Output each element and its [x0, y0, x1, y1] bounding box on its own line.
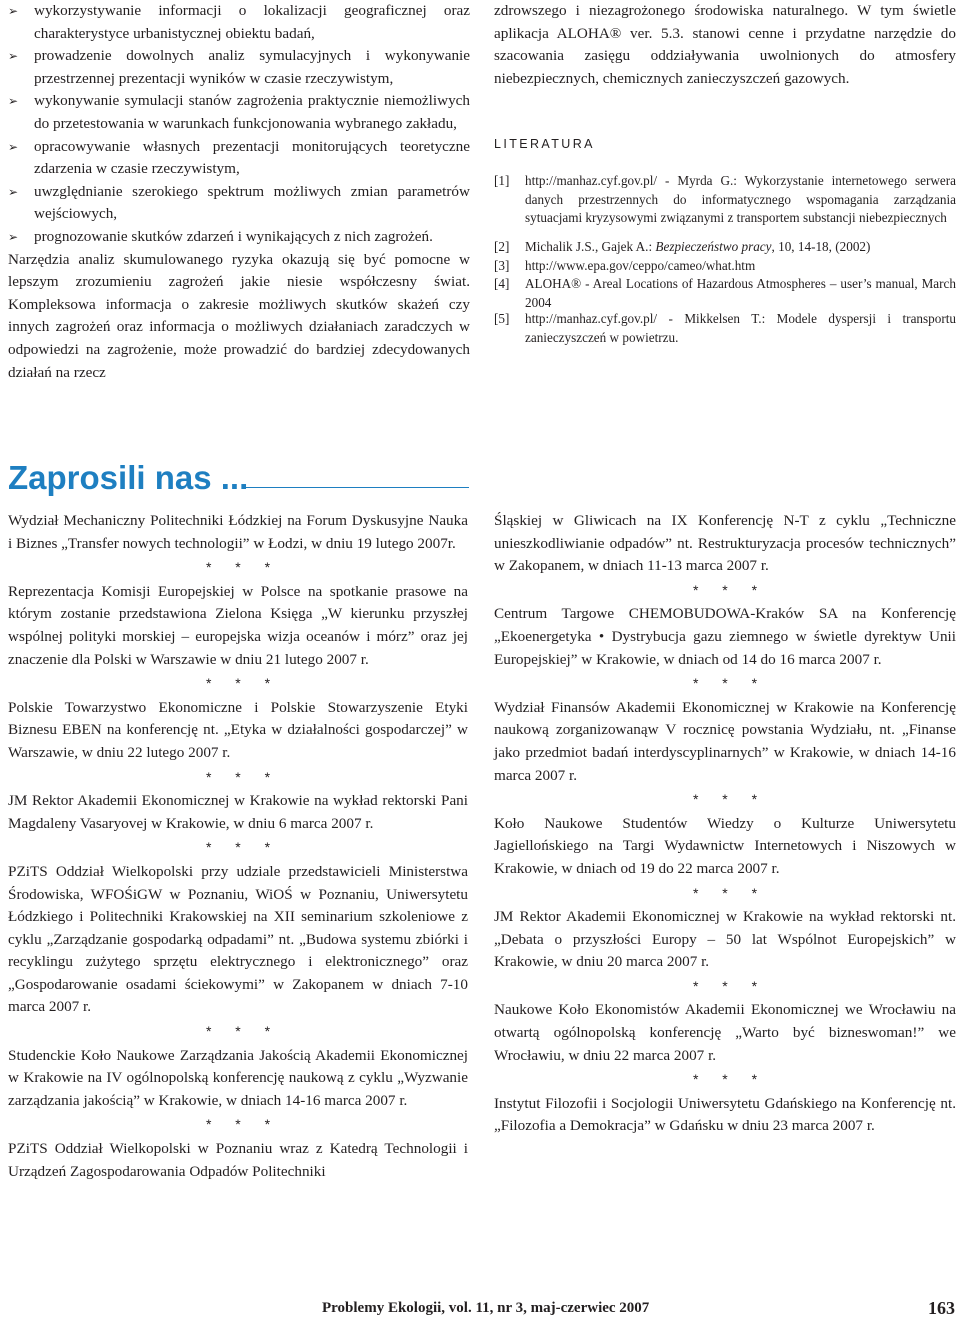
invitation-item: Śląskiej w Gliwicach na IX Konferencję N-T z cyklu „Techniczne unieszkodliwianie odpadów” nt. Restrukturyzacja procesów technicznych” w Zakopanem, w dniach 11-13 marca 2007 r. [494, 512, 956, 575]
top-left-column [8, 0, 470, 384]
invitation-item: PZiTS Oddział Wielkopolski przy udziale przedstawicieli Ministerstwa Środowiska, WFOŚiGW w Poznaniu, WiOŚ w Poznaniu, Uniwersytetu Łódzkiego i Politechniki Krakowskiej na XII seminarium szkoleniowe z cyklu „Zarządzanie gospodarką odpadami” nt. „Budowa systemu zbiórki i recyklingu zużytego sprzętu elektrycznego i elektronicznego” oraz „Gospodarowanie osadami ściekowymi” w Zakopanem w dniach 7-10 marca 2007 r. [8, 862, 468, 1016]
invitation-item: Wydział Finansów Akademii Ekonomicznej w Krakowie na Konferencję naukową zorganizowanąw V rocznicę powstania Wydziału, nt. „Finanse jako przedmiot badań interdyscyplinarnych” w Krakowie, w dniach 14-16 marca 2007 r. [494, 698, 956, 784]
separator: * * * [205, 559, 281, 576]
separator: * * * [205, 839, 281, 856]
section-heading: Zaprosili nas ... [8, 459, 249, 496]
invitation-item: JM Rektor Akademii Ekonomicznej w Krakowie na wykład rektorski nt. „Debata o przyszłości Europy – 50 lat Wspólnot Europejskich” w Krakowie, w dniu 20 marca 2007 r. [494, 908, 956, 971]
journal-footer: Problemy Ekologii, vol. 11, nr 3, maj-czerwiec 2007 [322, 1300, 650, 1316]
separator: * * * [205, 1023, 281, 1040]
bullet-item: ➢ wykonywanie symulacji stanów zagrożenia praktycznie niemożliwych do przetestowania w warunkach funkcjonowania wybranego zakładu, [8, 92, 470, 132]
invitations-left-column [8, 510, 468, 1183]
separator: * * * [692, 1071, 768, 1088]
invitation-item: Koło Naukowe Studentów Wiedzy o Kulturze Uniwersytetu Jagiellońskiego na Targi Wydawnictw Internetowych i Niszowych w Krakowie, w dniach od 19 do 22 marca 2007 r. [494, 814, 956, 877]
bullet-item: ➢ opracowywanie własnych prezentacji monitorujących teoretyczne zdarzenia w czasie rzeczywistym, [8, 137, 470, 178]
invitation-item: JM Rektor Akademii Ekonomicznej w Krakowie na wykład rektorski Pani Magdaleny Vasaryovej w Krakowie, w dniu 6 marca 2007 r. [8, 792, 468, 832]
reference-item: [1] http://manhaz.cyf.gov.pl/ - Myrda G.: Wykorzystanie internetowego serwera danych przestrzennych do informatycznego wspomagania zarządzania sytuacjami kryzysowymi związanymi z transportem substancji niebezpiecznych [494, 173, 956, 226]
separator: * * * [205, 1116, 281, 1133]
arrow-bullet-icon: ➢ [8, 139, 19, 154]
invitation-item: Centrum Targowe CHEMOBUDOWA-Kraków SA na Konferencję „Ekoenergetyka • Dystrybucja gazu ziemnego w świetle dyrektyw Unii Europejskiej” w Krakowie, w dniach od 14 do 16 marca 2007 r. [494, 605, 956, 668]
heading-rule [245, 487, 469, 488]
bullet-item: ➢ prowadzenie dowolnych analiz symulacyjnych i wykonywanie przestrzennej prezentacji wyników w czasie rzeczywistym, [8, 47, 470, 87]
reference-item: [2] Michalik J.S., Gajek A.: Bezpieczeństwo pracy, 10, 14-18, (2002) [494, 239, 871, 254]
invitation-item: Polskie Towarzystwo Ekonomiczne i Polskie Stowarzyszenie Etyki Biznesu EBEN na konferencję nt. „Etyka w działalności gospodarczej” w Warszawie, w dniu 22 lutego 2007 r. [8, 698, 468, 761]
separator: * * * [692, 581, 768, 598]
separator: * * * [692, 884, 768, 901]
bullet-item: ➢ prognozowanie skutków zdarzeń i wynikających z nich zagrożeń. [8, 226, 470, 249]
arrow-bullet-icon: ➢ [8, 229, 19, 244]
invitation-item: Reprezentacja Komisji Europejskiej w Polsce na spotkanie prasowe na którym zostanie przedstawiona Zielona Księga „W kierunku przyszłej wspólnej polityki morskiej – europejska wizja oceanów i mórz” oraz jej znaczenie dla Polski w Warszawie w dniu 21 lutego 2007 r. [8, 582, 468, 668]
reference-item: [3] http://www.epa.gov/ceppo/cameo/what.htm [494, 258, 756, 273]
bullet-item: ➢ uwzględnianie szerokiego spektrum możliwych zmian parametrów wejściowych, [8, 182, 470, 223]
body-paragraph: Narzędzia analiz skumulowanego ryzyka okazują się być pomocne w lepszym zrozumieniu zagrożeń jakie niesie współczesny świat. Kompleksowa informacja o zakresie możliwych skutków skażeń czy innych zagrożeń oraz informacja o możliwych działaniach zaradczych w odpowiedzi na zagrożenie, może prowadzić do bardziej zdecydowanych działań na rzecz [8, 250, 470, 381]
separator: * * * [205, 768, 281, 785]
invitation-item: Studenckie Koło Naukowe Zarządzania Jakością Akademii Ekonomicznej w Krakowie na IV ogólnopolską konferencję naukową z cyklu „Wyzwanie zarządzania jakością” w Krakowie, w dniach 14-16 marca 2007 r. [8, 1046, 468, 1109]
invitations-right-column [494, 510, 956, 1138]
separator: * * * [692, 675, 768, 692]
bullet-item: ➢ wykorzystywanie informacji o lokalizacji geograficznej oraz charakterystyce urbanistycznej obiektu badań, [8, 2, 470, 42]
page-number: 163 [928, 1298, 955, 1318]
separator: * * * [692, 977, 768, 994]
invitation-item: Instytut Filozofii i Socjologii Uniwersytetu Gdańskiego na Konferencję nt. „Filozofia a Demokracja” w Gdańsku w dniu 23 marca 2007 r. [494, 1094, 956, 1135]
invitation-item: Wydział Mechaniczny Politechniki Łódzkiej na Forum Dyskusyjne Nauka i Biznes „Transfer nowych technologii” w Łodzi, w dniu 19 lutego 2007r. [8, 512, 468, 552]
conclusion-paragraph: zdrowszego i niezagrożonego środowiska naturalnego. W tym świetle aplikacja ALOHA® ver. 5.3. stanowi cenne i przydatne narzędzie do szacowania zasięgu oddziaływania uwolnionych do atmosfery niebezpiecznych, chemicznych zanieczyszczeń gazowych. [494, 2, 956, 87]
separator: * * * [205, 675, 281, 692]
reference-item: [5] http://manhaz.cyf.gov.pl/ - Mikkelsen T.: Modele dyspersji i transportu zanieczyszczeń w powietrzu. [494, 311, 956, 345]
reference-item: [4] ALOHA® - Areal Locations of Hazardous Atmospheres – user’s manual, March 2004 [494, 276, 956, 310]
invitation-item: PZiTS Oddział Wielkopolski w Poznaniu wraz z Katedrą Technologii i Urządzeń Zagospodarowania Odpadów Politechniki [8, 1140, 468, 1180]
arrow-bullet-icon: ➢ [8, 49, 19, 64]
arrow-bullet-icon: ➢ [8, 4, 19, 18]
invitation-item: Naukowe Koło Ekonomistów Akademii Ekonomicznej we Wrocławiu na otwartą ogólnopolską konferencję „Warto być bizneswoman!” we Wrocławiu, w dniu 22 marca 2007 r. [494, 1001, 956, 1064]
arrow-bullet-icon: ➢ [8, 184, 19, 199]
literature-heading: LITERATURA [494, 137, 595, 151]
separator: * * * [692, 791, 768, 808]
arrow-bullet-icon: ➢ [8, 94, 19, 109]
top-right-column [494, 0, 956, 90]
